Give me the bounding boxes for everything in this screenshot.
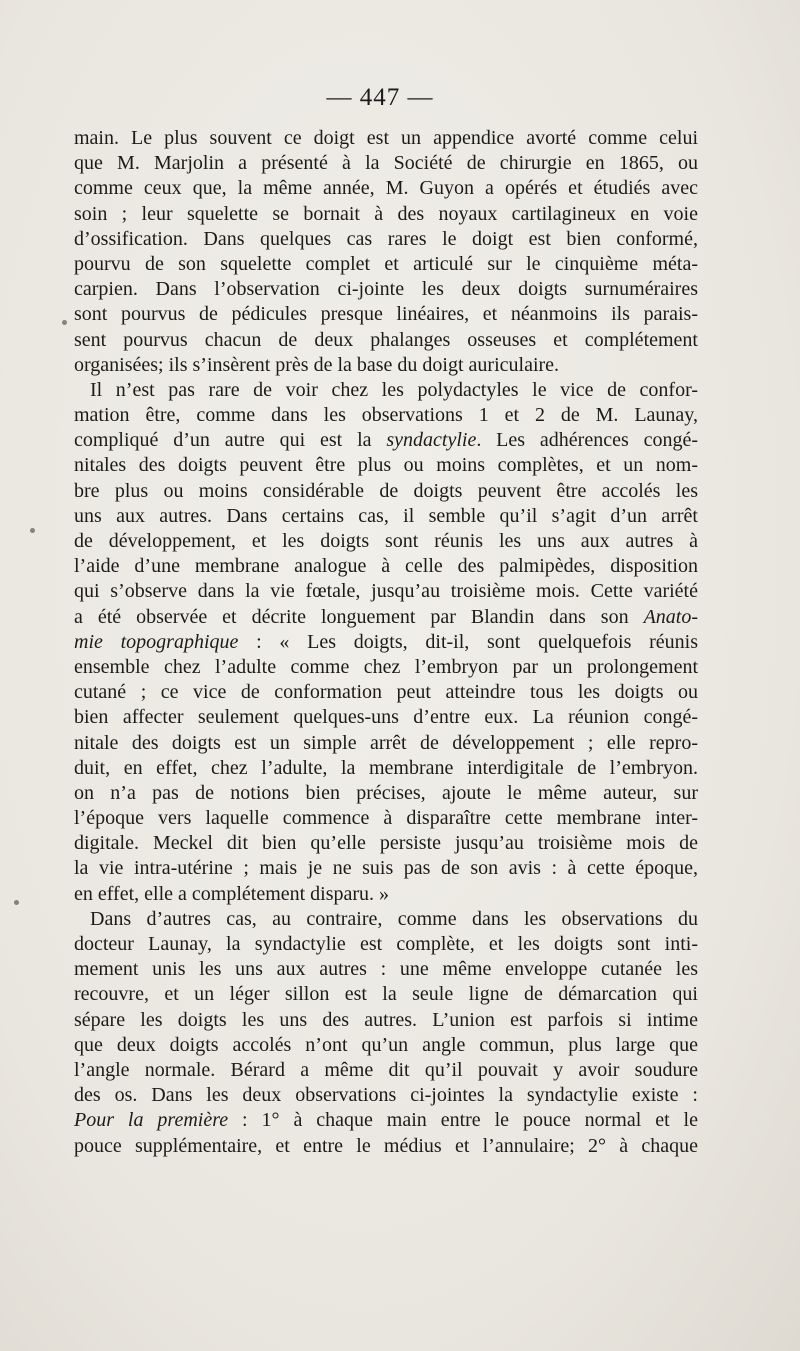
text-line: pouce supplémentaire, et entre le médius et l’annulaire; 2° à chaque [74, 1134, 698, 1157]
text-line: Pour la première : 1° à chaque main entre le pouce normal et le [74, 1109, 698, 1132]
text-line: sépare les doigts les uns des autres. L’union est parfois si intime [74, 1008, 698, 1031]
text-line: mation être, comme dans les observations 1 et 2 de M. Launay, [74, 404, 698, 427]
ink-speck [62, 320, 67, 325]
text-line: l’angle normale. Bérard a même dit qu’il pouvait y avoir soudure [74, 1058, 698, 1081]
text-line: des os. Dans les deux observations ci-jointes la syndactylie existe : [74, 1084, 698, 1107]
text-line: uns aux autres. Dans certains cas, il semble qu’il s’agit d’un arrêt [74, 504, 698, 527]
body-text [74, 126, 698, 1159]
text-line: main. Le plus souvent ce doigt est un appendice avorté comme celui [74, 127, 698, 149]
text-line: Dans d’autres cas, au contraire, comme dans les observations du [90, 907, 698, 930]
ink-speck [30, 528, 35, 533]
text-line: pourvu de son squelette complet et articulé sur le cinquième méta- [74, 252, 698, 275]
text-line: on n’a pas de notions bien précises, ajoute le même auteur, sur [74, 781, 698, 804]
text-line: soin ; leur squelette se bornait à des noyaux cartilagineux en voie [74, 202, 698, 225]
text-line: nitale des doigts est un simple arrêt de développement ; elle repro- [74, 731, 698, 754]
text-line: cutané ; ce vice de conformation peut atteindre tous les doigts ou [74, 681, 698, 704]
text-line: l’aide d’une membrane analogue à celle des palmipèdes, disposition [74, 555, 698, 578]
text-line: docteur Launay, la syndactylie est complète, et les doigts sont inti- [74, 933, 698, 955]
text-line: que M. Marjolin a présenté à la Société de chirurgie en 1865, ou [74, 152, 698, 175]
text-line: nitales des doigts peuvent être plus ou moins complètes, et un nom- [74, 454, 698, 477]
ink-speck [14, 900, 19, 905]
text-line: duit, en effet, chez l’adulte, la membrane interdigitale de l’embryon. [74, 756, 698, 779]
text-line: bre plus ou moins considérable de doigts peuvent être accolés les [74, 479, 698, 502]
text-line: qui s’observe dans la vie fœtale, jusqu’au troisième mois. Cette variété [74, 580, 698, 603]
text-line: carpien. Dans l’observation ci-jointe les deux doigts surnuméraires [74, 278, 698, 301]
text-line: l’époque vers laquelle commence à disparaître cette membrane inter- [74, 807, 698, 830]
page-number: — 447 — [326, 84, 434, 111]
text-line: comme ceux que, la même année, M. Guyon a opérés et étudiés avec [74, 177, 698, 200]
text-line: mie topographique : « Les doigts, dit-il, sont quelquefois réunis [74, 630, 698, 653]
text-line: bien affecter seulement quelques-uns d’entre eux. La réunion congé- [74, 706, 698, 729]
text-line: digitale. Meckel dit bien qu’elle persiste jusqu’au troisième mois de [74, 832, 698, 855]
text-line: ensemble chez l’adulte comme chez l’embryon par un prolongement [74, 655, 698, 678]
text-line: sont pourvus de pédicules presque linéaires, et néanmoins ils parais- [74, 303, 698, 326]
text-line: la vie intra-utérine ; mais je ne suis pas de son avis : à cette époque, [74, 857, 698, 880]
text-line: compliqué d’un autre qui est la syndactylie. Les adhérences congé- [74, 429, 698, 452]
text-line: recouvre, et un léger sillon est la seule ligne de démarcation qui [74, 983, 698, 1006]
text-line: en effet, elle a complétement disparu. » [74, 882, 390, 905]
text-line: d’ossification. Dans quelques cas rares le doigt est bien conformé, [74, 227, 698, 250]
text-line: que deux doigts accolés n’ont qu’un angle commun, plus large que [74, 1033, 698, 1056]
text-line: mement unis les uns aux autres : une même enveloppe cutanée les [74, 958, 698, 981]
text-line: de développement, et les doigts sont réunis les uns aux autres à [74, 530, 698, 552]
text-line: Il n’est pas rare de voir chez les polydactyles le vice de confor- [90, 378, 698, 401]
text-line: organisées; ils s’insèrent près de la base du doigt auriculaire. [74, 353, 560, 376]
text-line: sent pourvus chacun de deux phalanges osseuses et complétement [74, 328, 698, 351]
text-line: a été observée et décrite longuement par Blandin dans son Anato- [74, 605, 698, 628]
